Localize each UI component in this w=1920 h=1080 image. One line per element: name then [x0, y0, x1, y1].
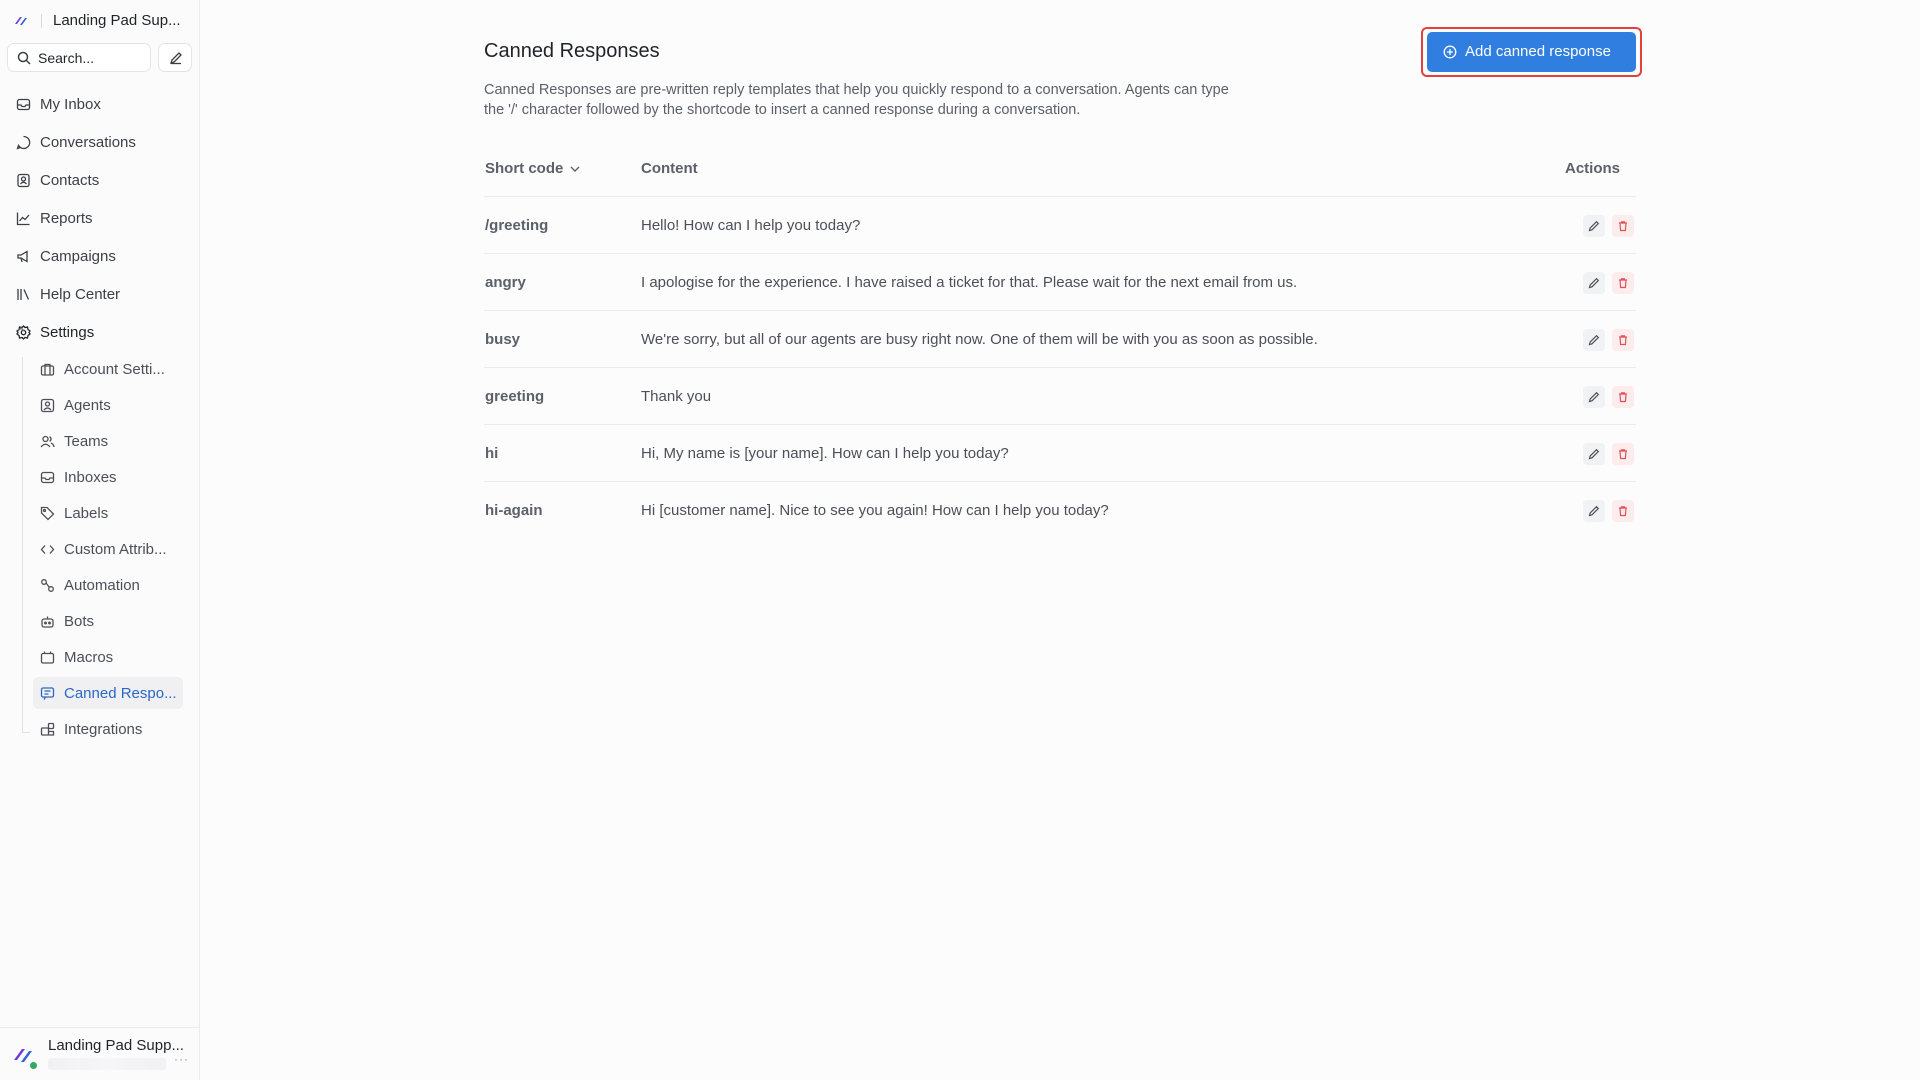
automation-icon [40, 578, 55, 593]
search-input[interactable] [38, 44, 146, 71]
nav-item-campaigns[interactable] [7, 240, 193, 272]
workspace-header[interactable] [0, 0, 200, 42]
tree-line [22, 357, 23, 733]
delete-button[interactable] [1612, 329, 1634, 351]
tree-line-end [22, 732, 30, 733]
nav-item-help-center[interactable] [7, 278, 193, 310]
trash-icon [1617, 391, 1629, 403]
settings-item-bots[interactable] [33, 605, 183, 637]
macro-icon [40, 650, 55, 665]
account-name: Landing Pad Supp... [48, 1037, 184, 1054]
delete-button[interactable] [1612, 500, 1634, 522]
content-cell: Hi [customer name]. Nice to see you again! How can I help you today? [641, 502, 1109, 519]
content-cell: Hello! How can I help you today? [641, 217, 861, 234]
settings-item-account-settings[interactable] [33, 353, 183, 385]
more-options-icon[interactable]: ··· [174, 1052, 189, 1066]
pencil-icon [1588, 220, 1600, 232]
edit-button[interactable] [1583, 329, 1605, 351]
tag-icon [40, 506, 55, 521]
short-code-cell: angry [485, 274, 526, 291]
column-header-content: Content [641, 160, 698, 177]
chat-bubble-icon [16, 135, 31, 150]
nav-item-reports[interactable] [7, 202, 193, 234]
nav-label: Settings [40, 324, 95, 341]
settings-item-label: Macros [64, 649, 114, 666]
short-code-cell: hi [485, 445, 499, 462]
compose-icon [169, 51, 183, 65]
content-cell: I apologise for the experience. I have raised a ticket for that. Please wait for the next email from us. [641, 274, 1298, 291]
add-canned-response-button[interactable] [1427, 32, 1636, 72]
nav-label: Reports [40, 210, 93, 227]
plus-circle-icon [1443, 45, 1457, 59]
search-icon [17, 51, 31, 65]
settings-item-label: Canned Respo... [64, 685, 177, 702]
column-header-label: Short code [485, 160, 564, 177]
search-box[interactable] [7, 43, 151, 72]
settings-item-automation[interactable] [33, 569, 183, 601]
trash-icon [1617, 277, 1629, 289]
settings-item-macros[interactable] [33, 641, 183, 673]
bot-icon [40, 614, 55, 629]
edit-button[interactable] [1583, 386, 1605, 408]
short-code-cell: /greeting [485, 217, 549, 234]
settings-item-teams[interactable] [33, 425, 183, 457]
code-icon [40, 542, 55, 557]
nav-label: My Inbox [40, 96, 101, 113]
contact-card-icon [16, 173, 31, 188]
pencil-icon [1588, 277, 1600, 289]
person-square-icon [40, 398, 55, 413]
puzzle-icon [40, 722, 55, 737]
workspace-name: Landing Pad Sup... [53, 12, 181, 29]
edit-button[interactable] [1583, 443, 1605, 465]
settings-item-label: Automation [64, 577, 140, 594]
inbox-icon [40, 470, 55, 485]
column-header-short-code[interactable] [485, 160, 581, 177]
settings-item-label: Labels [64, 505, 109, 522]
chevron-down-icon [569, 165, 581, 173]
settings-item-label: Inboxes [64, 469, 117, 486]
online-status-dot [29, 1061, 38, 1070]
trash-icon [1617, 505, 1629, 517]
inbox-icon [16, 97, 31, 112]
trash-icon [1617, 334, 1629, 346]
settings-item-label: Custom Attrib... [64, 541, 167, 558]
canned-response-icon [40, 686, 55, 701]
edit-button[interactable] [1583, 272, 1605, 294]
edit-button[interactable] [1583, 500, 1605, 522]
content-cell: We're sorry, but all of our agents are busy right now. One of them will be with you as soon as possible. [641, 331, 1318, 348]
table-row [484, 196, 1636, 253]
pencil-icon [1588, 391, 1600, 403]
settings-item-inboxes[interactable] [33, 461, 183, 493]
short-code-cell: busy [485, 331, 521, 348]
nav-item-contacts[interactable] [7, 164, 193, 196]
compose-button[interactable] [158, 43, 192, 72]
nav-label: Campaigns [40, 248, 116, 265]
megaphone-icon [16, 249, 31, 264]
page-description: Canned Responses are pre-written reply templates that help you quickly respond to a conversation. Agents can type the '/' character followed by the shortcode to insert a canned response during a conversation. [484, 82, 1229, 118]
chevron-up-icon[interactable] [16, 325, 26, 333]
settings-item-custom-attributes[interactable] [33, 533, 183, 565]
nav-item-my-inbox[interactable] [7, 88, 193, 120]
settings-item-label: Bots [64, 613, 95, 630]
settings-item-label: Account Setti... [64, 361, 165, 378]
table-row [484, 424, 1636, 481]
column-header-actions: Actions [1565, 160, 1621, 177]
account-email-redacted [48, 1058, 166, 1070]
settings-item-label: Agents [64, 397, 111, 414]
trash-icon [1617, 220, 1629, 232]
short-code-cell: hi-again [485, 502, 543, 519]
edit-button[interactable] [1583, 215, 1605, 237]
table-row [484, 367, 1636, 424]
nav-item-settings[interactable] [7, 316, 193, 348]
settings-item-labels[interactable] [33, 497, 183, 529]
nav-label: Help Center [40, 286, 121, 303]
briefcase-icon [40, 362, 55, 377]
delete-button[interactable] [1612, 215, 1634, 237]
sidebar [0, 0, 200, 1080]
add-button-label: Add canned response [1465, 43, 1611, 60]
settings-item-canned-responses[interactable] [33, 677, 183, 709]
settings-item-label: Integrations [64, 721, 143, 738]
pencil-icon [1588, 334, 1600, 346]
library-icon [16, 287, 31, 302]
settings-item-integrations[interactable] [33, 713, 183, 745]
nav-label: Contacts [40, 172, 100, 189]
table-row [484, 481, 1636, 538]
delete-button[interactable] [1612, 272, 1634, 294]
pencil-icon [1588, 505, 1600, 517]
settings-item-label: Teams [64, 433, 109, 450]
content-cell: Hi, My name is [your name]. How can I help you today? [641, 445, 1009, 462]
page-title: Canned Responses [484, 40, 660, 62]
people-icon [40, 434, 55, 449]
short-code-cell: greeting [485, 388, 545, 405]
delete-button[interactable] [1612, 443, 1634, 465]
account-footer[interactable] [0, 1027, 200, 1080]
brand-logo-icon [14, 15, 28, 27]
brand-separator [41, 14, 42, 28]
nav-item-conversations[interactable] [7, 126, 193, 158]
chart-line-icon [16, 211, 31, 226]
table-row [484, 253, 1636, 310]
trash-icon [1617, 448, 1629, 460]
settings-item-agents[interactable] [33, 389, 183, 421]
table-row [484, 310, 1636, 367]
content-cell: Thank you [641, 388, 712, 405]
delete-button[interactable] [1612, 386, 1634, 408]
nav-label: Conversations [40, 134, 136, 151]
pencil-icon [1588, 448, 1600, 460]
